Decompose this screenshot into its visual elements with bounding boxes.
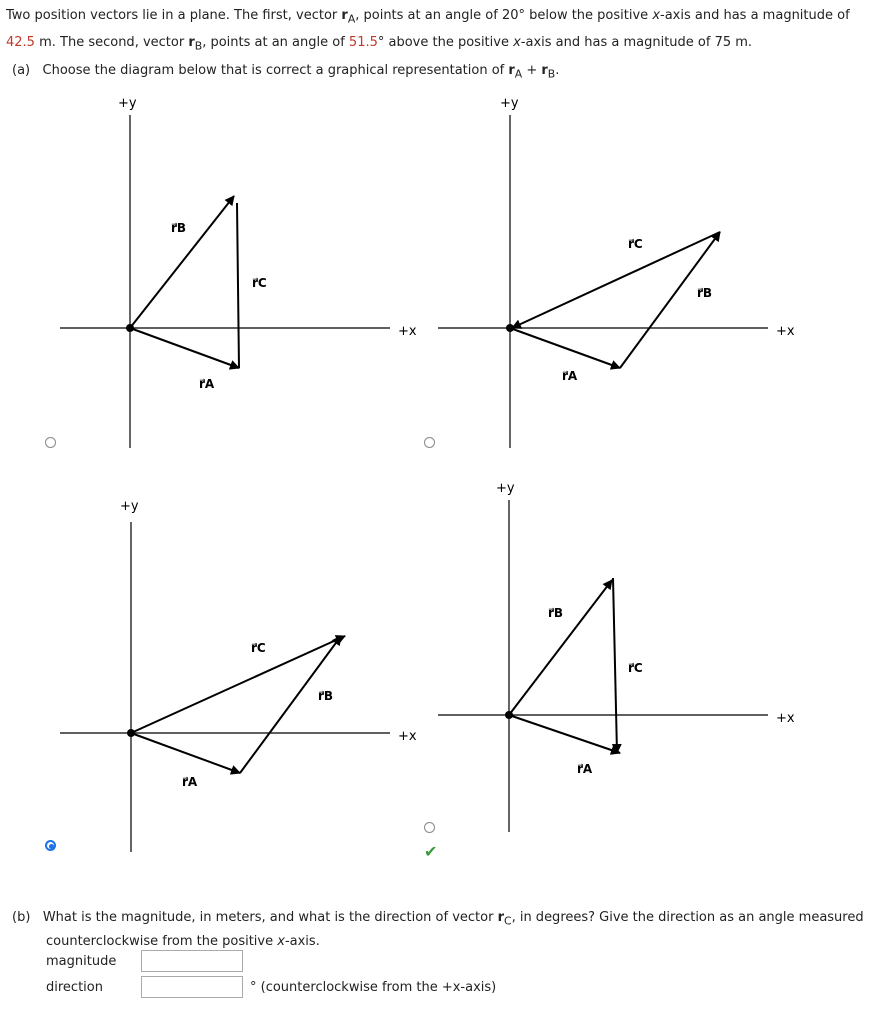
angle-b: 51.5 [348,34,378,50]
svg-text:r⃗A: r⃗A [199,377,215,391]
svg-text:+x: +x [398,324,417,339]
part-a-prompt: (a) Choose the diagram below that is correct a graphical representation of $r_A + r_B$. [12,63,560,81]
svg-text:+y: +y [496,481,515,496]
magnitude-input[interactable] [141,950,243,972]
svg-text:+x: +x [398,729,417,744]
svg-text:+y: +y [118,96,137,111]
option-1-radio[interactable] [45,437,56,448]
svg-text:r⃗B: r⃗B [548,606,564,620]
magnitude-label: magnitude [46,954,117,969]
svg-text:+x: +x [776,324,795,339]
option-2-radio[interactable] [424,437,435,448]
direction-unit: ° (counterclockwise from the +x-axis) [250,980,497,995]
diagram-3 [60,499,417,852]
diagram-1 [60,96,417,448]
svg-text:r⃗B: r⃗B [318,689,334,703]
svg-text:r⃗A: r⃗A [577,762,593,776]
diagram-4 [438,481,795,832]
option-3-radio[interactable] [45,840,56,851]
svg-text:r⃗C: r⃗C [251,641,266,655]
svg-text:r⃗C: r⃗C [252,276,267,290]
svg-text:r⃗A: r⃗A [182,775,198,789]
part-b-prompt: (b) What is the magnitude, in meters, and what is the direction of vector $r_C$, in degrees? Give the direction as an angle measured counterclockwise from the positive x-axis. [12,910,864,949]
problem-statement: Two position vectors lie in a plane. The first, vector $r_A$, points at an angle of 20° below the positive x-axis and has a magnitude of 42.5 m. The second, vector $r_B$, points at an angle of 51.5° above the positive x-axis and has a magnitude of 75 m. [6,8,850,53]
correct-check-icon: ✔ [424,842,438,861]
svg-text:r⃗C: r⃗C [628,237,643,251]
svg-text:r⃗C: r⃗C [628,661,643,675]
direction-label: direction [46,980,103,995]
diagram-2 [438,96,795,448]
direction-input[interactable] [141,976,243,998]
svg-text:+y: +y [120,499,139,514]
svg-text:r⃗B: r⃗B [697,286,713,300]
option-4-radio[interactable] [424,822,435,833]
svg-text:r⃗A: r⃗A [562,369,578,383]
svg-text:+x: +x [776,711,795,726]
svg-text:+y: +y [500,96,519,111]
magnitude-a: 42.5 [6,34,35,50]
svg-text:r⃗B: r⃗B [171,221,187,235]
